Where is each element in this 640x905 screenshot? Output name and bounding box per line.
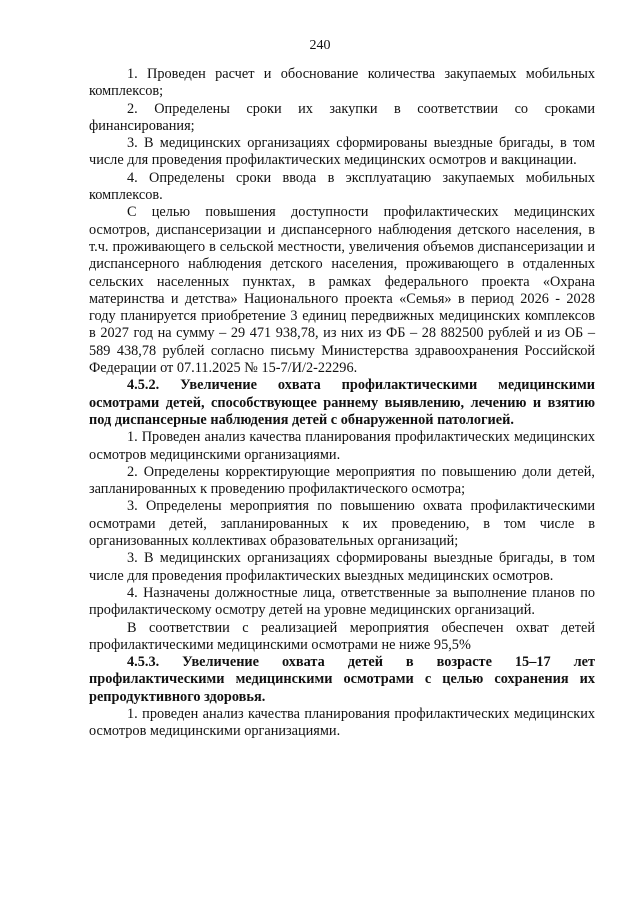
list-item: 2. Определены корректирующие мероприятия по повышению доли детей, запланированных к проведению профилактического осмотра;: [89, 463, 595, 498]
list-item: 2. Определены сроки их закупки в соответствии со сроками финансирования;: [89, 100, 595, 134]
list-item: 3. В медицинских организациях сформированы выездные бригады, в том числе для проведения профилактических медицинских осмотров и вакцинации.: [89, 135, 595, 169]
page-number: 240: [309, 38, 331, 53]
list-item: 1. Проведен расчет и обоснование количества закупаемых мобильных комплексов;: [89, 66, 595, 100]
section-heading: 4.5.2. Увеличение охвата профилактическими медицинскими осмотрами детей, способствующее раннему выявлению, лечению и взятию под диспансерные наблюдения детей с обнаруженной патологией.: [89, 377, 595, 428]
list-item: 4. Определены сроки ввода в эксплуатацию закупаемых мобильных комплексов.: [89, 169, 595, 204]
list-item: 3. В медицинских организациях сформированы выездные бригады, в том числе для проведения профилактических выездных медицинских осмотров.: [89, 550, 595, 584]
list-item: 1. Проведен анализ качества планирования профилактических медицинских осмотров медицинскими организациями.: [89, 429, 595, 463]
body-paragraph: В соответствии с реализацией мероприятия обеспечен охват детей профилактическими медицинскими осмотрами не ниже 95,5%: [89, 619, 595, 653]
list-item: 4. Назначены должностные лица, ответственные за выполнение планов по профилактическому осмотру детей на уровне медицинских организаций.: [89, 584, 595, 619]
list-item: 1. проведен анализ качества планирования профилактических медицинских осмотров медицинскими организациями.: [89, 705, 595, 740]
document-body: [89, 66, 595, 741]
section-heading: 4.5.3. Увеличение охвата детей в возрасте 15–17 лет профилактическими медицинскими осмотрами с целью сохранения их репродуктивного здоровья.: [89, 654, 595, 705]
body-paragraph: С целью повышения доступности профилактических медицинских осмотров, диспансеризации и диспансерного наблюдения детского населения, в т.ч. проживающего в сельской местности, увеличения объемов диспансеризации и диспансерного наблюдения детского населения, проживающего в отдаленных сельских населенных пунктах, в рамках федерального проекта «Охрана материнства и детства» Национального проекта «Семья» в период 2026 - 2028 году планируется приобретение 3 единиц передвижных медицинских комплексов в 2027 год на сумму – 29 471 938,78, из них из ФБ – 28 882500 рублей и из ОБ – 589 438,78 рублей согласно письму Министерства здравоохранения Российской Федерации от 07.11.2025 № 15-7/И/2-22296.: [89, 204, 595, 377]
list-item: 3. Определены мероприятия по повышению охвата профилактическими осмотрами детей, запланированных к их проведению, в том числе в организованных коллективах образовательных организаций;: [89, 498, 595, 550]
